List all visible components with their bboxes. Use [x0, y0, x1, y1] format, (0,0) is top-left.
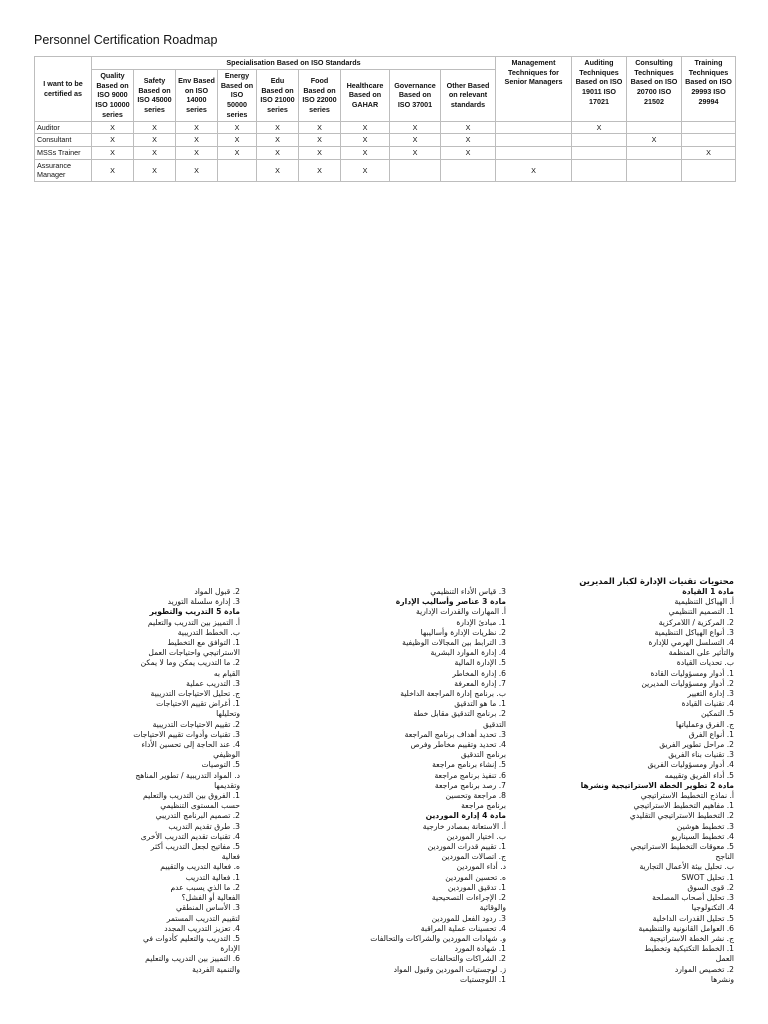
row-label: Assurance Manager	[35, 159, 92, 181]
table-cell: X	[218, 147, 257, 160]
arabic-line: 3. إدارة سلسلة التوريد	[167, 597, 240, 607]
arabic-line: ب. اختيار الموردين	[446, 831, 506, 841]
arabic-line: 5. مفاتيح لجعل التدريب أكثر	[150, 842, 240, 852]
arabic-line: 4. تحديد وتقييم مخاطر وفرص	[410, 740, 506, 750]
arabic-line: 1. التوافق مع التخطيط	[167, 638, 240, 648]
spec-column-header: Healthcare Based on GAHAR	[341, 70, 390, 122]
arabic-line: 3. طرق تقديم التدريب	[168, 821, 240, 831]
arabic-column-left	[40, 587, 240, 975]
technique-header: Training Techniques Based on ISO 29993 ISO 29994	[682, 57, 736, 122]
table-cell: X	[441, 134, 496, 147]
specialisation-group-header: Specialisation Based on ISO Standards	[92, 57, 496, 70]
arabic-line: ه. فعالية التدريب والتقييم	[160, 862, 240, 872]
arabic-line: 2. الإجراءات التصحيحية	[431, 893, 506, 903]
arabic-line: 1. تقييم قدرات الموردين	[427, 842, 506, 852]
table-cell	[218, 159, 257, 181]
technique-header: Consulting Techniques Based on ISO 20700 ISO 21502	[627, 57, 682, 122]
table-cell: X	[441, 121, 496, 134]
arabic-line: 5. أداء الفريق وتقييمه	[664, 770, 734, 780]
arabic-column-right	[522, 587, 734, 985]
arabic-line: 6. إدارة المخاطر	[452, 668, 506, 678]
arabic-line: 5. تحليل القدرات الداخلية	[652, 913, 734, 923]
arabic-line: 3. التدريب عملية	[186, 678, 240, 688]
arabic-line: ب. الخطط التدريبية	[177, 627, 240, 637]
arabic-line: 6. العوامل القانونية والتنظيمية	[638, 923, 734, 933]
arabic-column-middle	[274, 587, 506, 985]
arabic-line: 2. نظريات الإدارة وأساليبها	[420, 627, 506, 637]
table-cell: X	[176, 121, 218, 134]
arabic-line: 2. المركزية / اللامركزية	[658, 617, 734, 627]
arabic-line: ب. تحليل بيئة الأعمال التجارية	[639, 862, 734, 872]
table-cell: X	[496, 159, 572, 181]
arabic-line: 4. التسلسل الهرمي للإدارة	[648, 638, 734, 648]
table-row	[35, 121, 736, 134]
arabic-line: والتنمية الفردية	[192, 964, 240, 974]
table-cell: X	[92, 121, 134, 134]
arabic-line: 5. إنشاء برنامج مراجعة	[432, 760, 506, 770]
arabic-heading: مادة 4 إدارة الموردين	[425, 811, 506, 821]
table-cell: X	[390, 134, 441, 147]
arabic-line: 1. أنواع الفرق	[688, 729, 734, 739]
table-cell	[390, 159, 441, 181]
table-cell: X	[92, 134, 134, 147]
arabic-line: 7. إدارة المعرفة	[454, 678, 506, 688]
table-cell: X	[218, 134, 257, 147]
table-cell	[572, 147, 627, 160]
table-cell: X	[218, 121, 257, 134]
table-cell: X	[299, 121, 341, 134]
table-cell	[627, 147, 682, 160]
arabic-line: 2. تقييم الاحتياجات التدريبية	[152, 719, 240, 729]
arabic-line: ونشرها	[710, 974, 734, 984]
arabic-line: ج. نشر الخطة الاستراتيجية	[649, 933, 734, 943]
arabic-line: 1. تدقيق الموردين	[447, 882, 506, 892]
arabic-line: برنامج التدقيق	[460, 750, 506, 760]
table-body	[35, 121, 736, 182]
arabic-line: فعالية	[221, 852, 240, 862]
arabic-line: 8. مراجعة وتحسين	[445, 791, 506, 801]
arabic-line: 3. تحديد أهداف برنامج المراجعة	[404, 729, 506, 739]
arabic-line: 4. عند الحاجة إلى تحسين الأداء	[141, 740, 240, 750]
arabic-line: 1. مفاهيم التخطيط الاستراتيجي	[633, 801, 734, 811]
spec-column-header: Quality Based on ISO 9000 ISO 10000 series	[92, 70, 134, 122]
arabic-line: 6. التمييز بين التدريب والتعليم	[145, 954, 240, 964]
arabic-line: 1. الخطط التكتيكية وتخطيط	[644, 944, 734, 954]
spec-column-header: Governance Based on ISO 37001	[390, 70, 441, 122]
table-cell	[496, 134, 572, 147]
arabic-line: الاستراتيجي واحتياجات العمل	[148, 648, 240, 658]
arabic-heading: مادة 5 التدريب والتطوير	[149, 607, 240, 617]
arabic-line: 5. معوقات التخطيط الاستراتيجي	[630, 842, 734, 852]
table-cell: X	[341, 147, 390, 160]
arabic-line: وتقديمها	[214, 780, 240, 790]
table-cell	[572, 159, 627, 181]
table-cell	[682, 159, 736, 181]
arabic-line: أ. التمييز بين التدريب والتعليم	[147, 617, 240, 627]
table-cell: X	[176, 147, 218, 160]
table-cell: X	[627, 134, 682, 147]
arabic-line: 4. إدارة الموارد البشرية	[430, 648, 506, 658]
table-cell: X	[176, 159, 218, 181]
table-cell: X	[134, 134, 176, 147]
table-cell: X	[257, 121, 299, 134]
arabic-line: 4. تحسينات عملية المراقبة	[420, 923, 506, 933]
arabic-line: ج. الفرق وعملياتها	[675, 719, 734, 729]
arabic-line: ج. تحليل الاحتياجات التدريبية	[150, 689, 240, 699]
arabic-line: 3. ردود الفعل للموردين	[431, 913, 506, 923]
table-row	[35, 147, 736, 160]
arabic-line: 2. أدوار ومسؤوليات المديرين	[641, 678, 734, 688]
arabic-line: 1. التصميم التنظيمي	[668, 607, 734, 617]
arabic-line: ه. تحسين الموردين	[445, 872, 506, 882]
row-label: MSSs Trainer	[35, 147, 92, 160]
table-cell: X	[176, 134, 218, 147]
arabic-line: الفعالية أو الفشل؟	[181, 893, 240, 903]
arabic-line: والوقائية	[479, 903, 506, 913]
table-cell	[627, 159, 682, 181]
table-cell: X	[572, 121, 627, 134]
table-cell: X	[134, 159, 176, 181]
arabic-line: أ. الهياكل التنظيمية	[674, 597, 734, 607]
arabic-line: 2. ما التدريب يمكن وما لا يمكن	[140, 658, 240, 668]
arabic-line: 4. تخطيط السيناريو	[671, 831, 734, 841]
table-cell	[441, 159, 496, 181]
arabic-heading: مادة 3 عناصر وأساليب الإدارة	[395, 597, 506, 607]
spec-column-header: Env Based on ISO 14000 series	[176, 70, 218, 122]
arabic-line: 5. التدريب والتعليم كأدوات في	[143, 933, 240, 943]
table-cell: X	[341, 159, 390, 181]
arabic-line: و. شهادات الموردين والشراكات والتحالفات	[370, 933, 506, 943]
certification-roadmap-table	[34, 56, 736, 182]
arabic-line: 1. اللوجستيات	[459, 974, 506, 984]
spec-column-header: Edu Based on ISO 21000 series	[257, 70, 299, 122]
arabic-line: ج. اتصالات الموردين	[441, 852, 506, 862]
technique-header: Auditing Techniques Based on ISO 19011 ISO 17021	[572, 57, 627, 122]
arabic-line: 2. ما الذي يسبب عدم	[170, 882, 240, 892]
arabic-line: 2. التخطيط الاستراتيجي التقليدي	[629, 811, 734, 821]
arabic-line: والتأثير على المنظمة	[668, 648, 734, 658]
table-cell	[627, 121, 682, 134]
arabic-line: الإدارة	[220, 944, 240, 954]
arabic-line: 3. تحليل أصحاب المصلحة	[652, 893, 734, 903]
arabic-line: 5. الإدارة المالية	[454, 658, 506, 668]
arabic-line: 2. برنامج التدقيق مقابل خطة	[413, 709, 506, 719]
table-cell	[682, 134, 736, 147]
arabic-line: حسب المستوى التنظيمي	[160, 801, 240, 811]
arabic-line: الوظيفي	[213, 750, 240, 760]
arabic-line: 1. الفروق بين التدريب والتعليم	[143, 791, 240, 801]
table-cell: X	[257, 147, 299, 160]
arabic-line: 3. تخطيط هوشين	[676, 821, 734, 831]
arabic-line: 4. تقنيات تقديم التدريب الأخرى	[140, 831, 240, 841]
table-cell	[496, 147, 572, 160]
spec-column-header: Food Based on ISO 22000 series	[299, 70, 341, 122]
table-cell: X	[257, 134, 299, 147]
arabic-line: 1. أدوار ومسؤوليات القادة	[650, 668, 734, 678]
arabic-line: برنامج مراجعة	[461, 801, 506, 811]
arabic-line: وتحليلها	[216, 709, 240, 719]
arabic-line: 1. ما هو التدقيق	[454, 699, 506, 709]
technique-header: Management Techniques for Senior Managers	[496, 57, 572, 122]
table-header	[35, 57, 736, 122]
arabic-line: 2. تصميم البرنامج التدريبي	[155, 811, 240, 821]
spec-column-header: Safety Based on ISO 45000 series	[134, 70, 176, 122]
arabic-line: 5. التمكين	[700, 709, 734, 719]
arabic-line: 4. تعزيز التدريب المجدد	[164, 923, 240, 933]
arabic-line: د. أداء الموردين	[456, 862, 506, 872]
arabic-line: ز. لوجستيات الموردين وقبول المواد	[393, 964, 506, 974]
arabic-line: 3. الأساس المنطقي	[176, 903, 240, 913]
arabic-line: 2. الشراكات والتحالفات	[430, 954, 506, 964]
arabic-section-title: محتويات تقنيات الإدارة لكبار المديرين	[579, 576, 734, 586]
arabic-line: 2. تخصيص الموارد	[674, 964, 734, 974]
row-label: Auditor	[35, 121, 92, 134]
arabic-line: 3. الترابط بين المجالات الوظيفية	[402, 638, 506, 648]
table-cell: X	[134, 121, 176, 134]
table-cell: X	[92, 159, 134, 181]
arabic-line: ب. تحديات القيادة	[676, 658, 734, 668]
table-cell: X	[390, 121, 441, 134]
arabic-line: 3. تقنيات وأدوات تقييم الاحتياجات	[133, 729, 240, 739]
table-row	[35, 134, 736, 147]
arabic-line: التدقيق	[483, 719, 506, 729]
table-row	[35, 159, 736, 181]
arabic-line: 4. تقنيات القيادة	[681, 699, 734, 709]
table-cell: X	[257, 159, 299, 181]
arabic-line: ب. برنامج إدارة المراجعة الداخلية	[400, 689, 506, 699]
arabic-line: القيام به	[213, 668, 240, 678]
arabic-heading: مادة 2 تطوير الخطة الاستراتيجية ونشرها	[580, 780, 734, 790]
spec-column-header: Other Based on relevant standards	[441, 70, 496, 122]
arabic-line: 1. تحليل SWOT	[681, 872, 734, 882]
arabic-line: لتقييم التدريب المستمر	[166, 913, 240, 923]
arabic-line: 1. فعالية التدريب	[185, 872, 240, 882]
arabic-line: 4. أدوار ومسؤوليات الفريق	[647, 760, 734, 770]
table-cell: X	[299, 134, 341, 147]
arabic-line: د. المواد التدريبية / تطوير المناهج	[135, 770, 240, 780]
arabic-line: 5. التوصيات	[201, 760, 240, 770]
table-cell: X	[299, 159, 341, 181]
table-cell: X	[134, 147, 176, 160]
arabic-line: أ. نماذج التخطيط الاستراتيجي	[640, 791, 734, 801]
arabic-line: 1. مبادئ الإدارة	[456, 617, 506, 627]
table-cell: X	[441, 147, 496, 160]
arabic-line: 3. تقنيات بناء الفريق	[668, 750, 734, 760]
table-cell	[496, 121, 572, 134]
arabic-line: أ. المهارات والقدرات الإدارية	[416, 607, 506, 617]
arabic-line: أ. الاستعانة بمصادر خارجية	[422, 821, 506, 831]
arabic-line: 3. إدارة التغيير	[687, 689, 734, 699]
page-title: Personnel Certification Roadmap	[34, 33, 218, 47]
arabic-line: 3. أنواع الهياكل التنظيمية	[654, 627, 734, 637]
table-cell: X	[390, 147, 441, 160]
arabic-line: 2. قوى السوق	[687, 882, 734, 892]
row-label: Consultant	[35, 134, 92, 147]
arabic-line: 7. رصد برنامج مراجعة	[434, 780, 506, 790]
table-cell	[682, 121, 736, 134]
arabic-line: 1. أغراض تقييم الاحتياجات	[156, 699, 240, 709]
table-cell: X	[92, 147, 134, 160]
table-cell	[572, 134, 627, 147]
arabic-heading: مادة 1 القيادة	[682, 587, 734, 596]
arabic-line: 6. تنفيذ برنامج مراجعة	[434, 770, 506, 780]
arabic-line: الناجح	[715, 852, 734, 862]
arabic-line: 2. مراحل تطوير الفريق	[659, 740, 734, 750]
table-cell: X	[341, 134, 390, 147]
spec-column-header: Energy Based on ISO 50000 series	[218, 70, 257, 122]
arabic-line: 4. التكنولوجيا	[691, 903, 734, 913]
table-cell: X	[299, 147, 341, 160]
table-cell: X	[341, 121, 390, 134]
arabic-line: 2. قبول المواد	[194, 587, 240, 596]
arabic-line: العمل	[715, 954, 734, 964]
table-cell: X	[682, 147, 736, 160]
arabic-line: 3. قياس الأداء التنظيمي	[430, 587, 506, 596]
corner-header: I want to be certified as	[35, 57, 92, 122]
arabic-line: 1. شهادة المورد	[454, 944, 506, 954]
